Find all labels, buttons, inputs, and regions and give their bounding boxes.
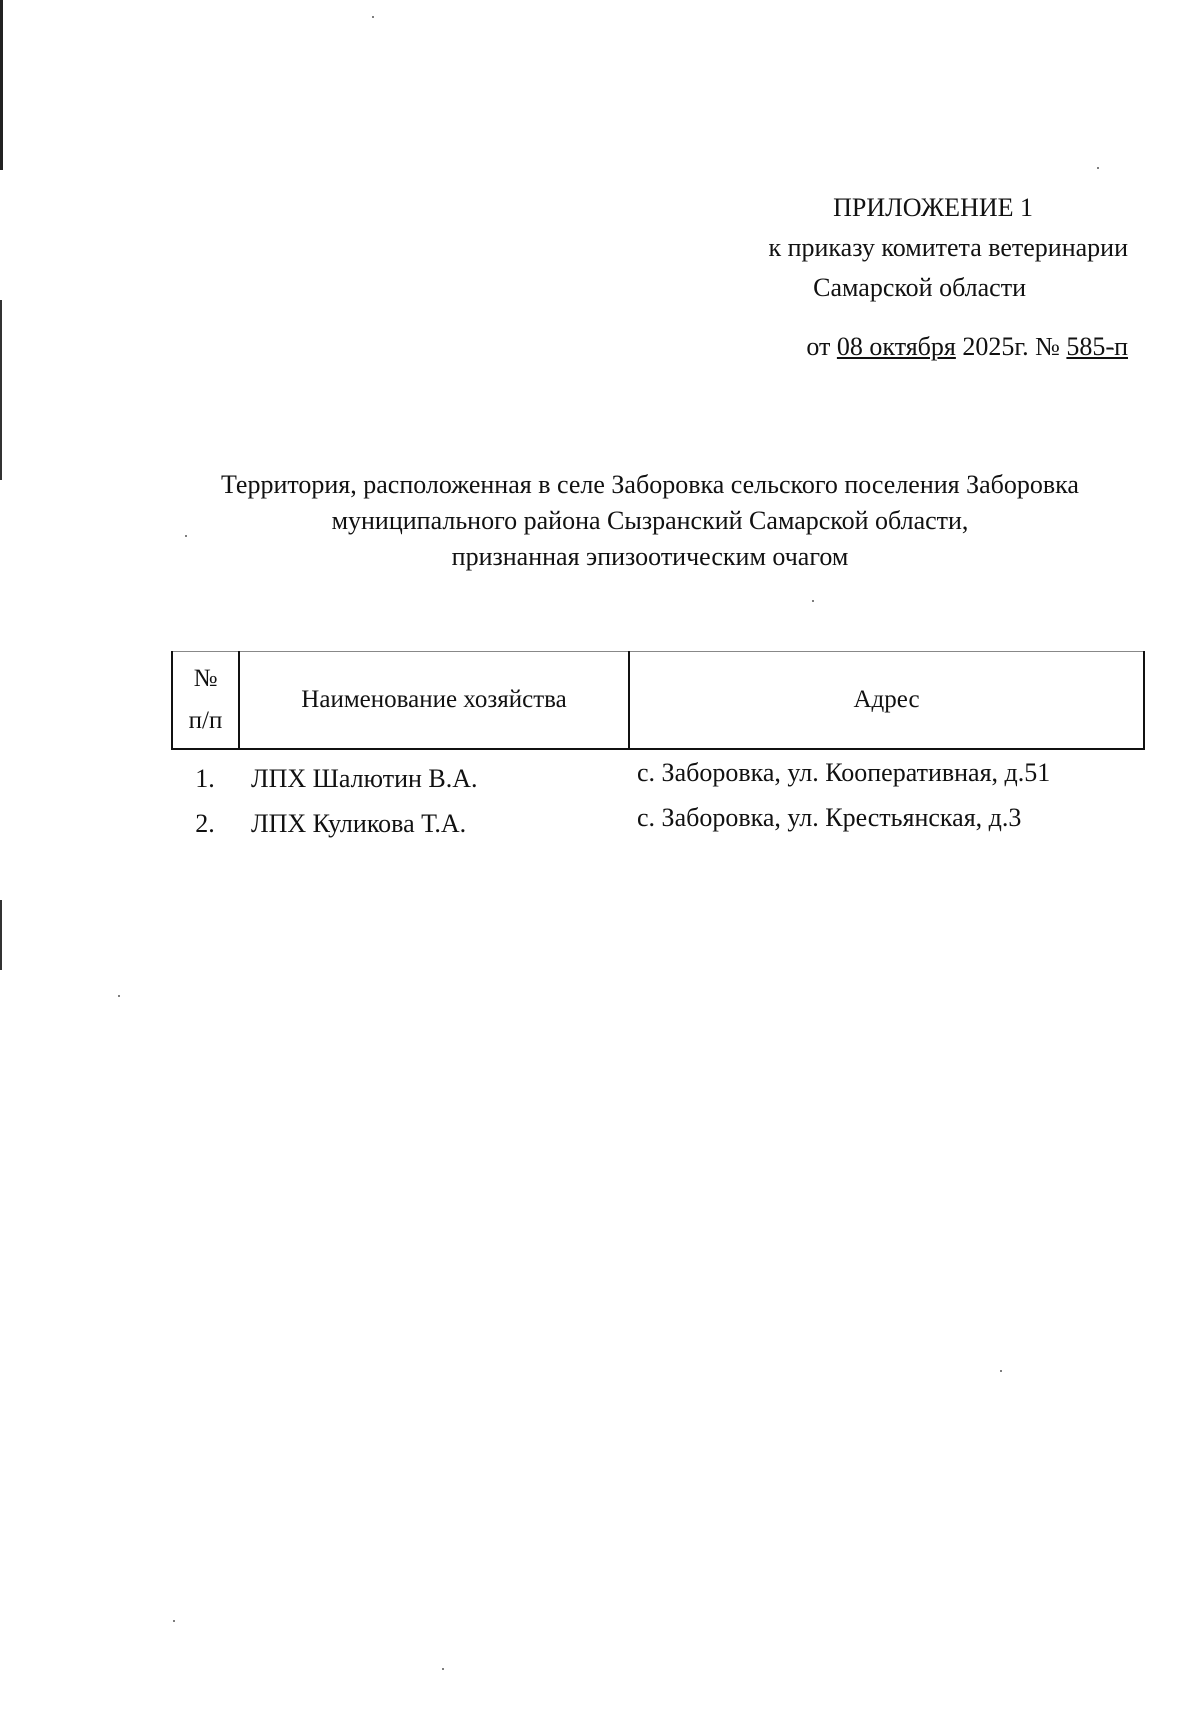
table-row	[171, 758, 1143, 803]
column-header-address: Адрес	[630, 651, 1145, 748]
appendix-block	[690, 188, 1130, 308]
table-row	[171, 803, 1143, 848]
scan-speck	[1097, 167, 1099, 169]
row-number: 2.	[195, 809, 215, 838]
scan-speck	[372, 16, 374, 18]
row-farm-name: ЛПХ Куликова Т.А.	[251, 809, 467, 838]
order-date: 08 октября	[836, 332, 956, 361]
appendix-organization: Самарской области	[813, 273, 1026, 302]
scan-edge-mark	[0, 900, 2, 970]
title-line-3: признанная эпизоотическим очагом	[451, 542, 849, 571]
appendix-reference: к приказу комитета ветеринарии	[768, 233, 1128, 262]
title-line-2: муниципального района Сызранский Самарской области,	[331, 506, 969, 535]
column-header-number-abbr: п/п	[188, 706, 223, 734]
order-number: 585-п	[1066, 332, 1128, 361]
scan-speck	[173, 1620, 175, 1622]
column-header-number-symbol: №	[193, 664, 218, 692]
order-year: 2025г. №	[962, 332, 1060, 361]
document-title	[180, 467, 1120, 575]
column-header-number	[173, 651, 240, 748]
scan-speck	[1000, 1370, 1002, 1372]
title-line-1: Территория, расположенная в селе Заборовка сельского поселения Заборовка	[221, 470, 1079, 499]
row-number: 1.	[195, 764, 215, 793]
scan-speck	[118, 995, 120, 997]
order-date-number	[806, 327, 1128, 367]
row-address: с. Заборовка, ул. Кооперативная, д.51	[637, 758, 1051, 787]
table-body	[171, 758, 1143, 848]
scan-speck	[442, 1668, 444, 1670]
table-header	[171, 651, 1145, 750]
appendix-title: ПРИЛОЖЕНИЕ 1	[833, 193, 1033, 222]
column-header-name: Наименование хозяйства	[240, 651, 630, 748]
row-address: с. Заборовка, ул. Крестьянская, д.3	[637, 803, 1022, 832]
scan-speck	[812, 600, 814, 602]
scan-edge-mark	[0, 300, 2, 480]
scan-edge-mark	[0, 0, 3, 170]
row-farm-name: ЛПХ Шалютин В.А.	[251, 764, 478, 793]
order-prefix: от	[806, 332, 831, 361]
